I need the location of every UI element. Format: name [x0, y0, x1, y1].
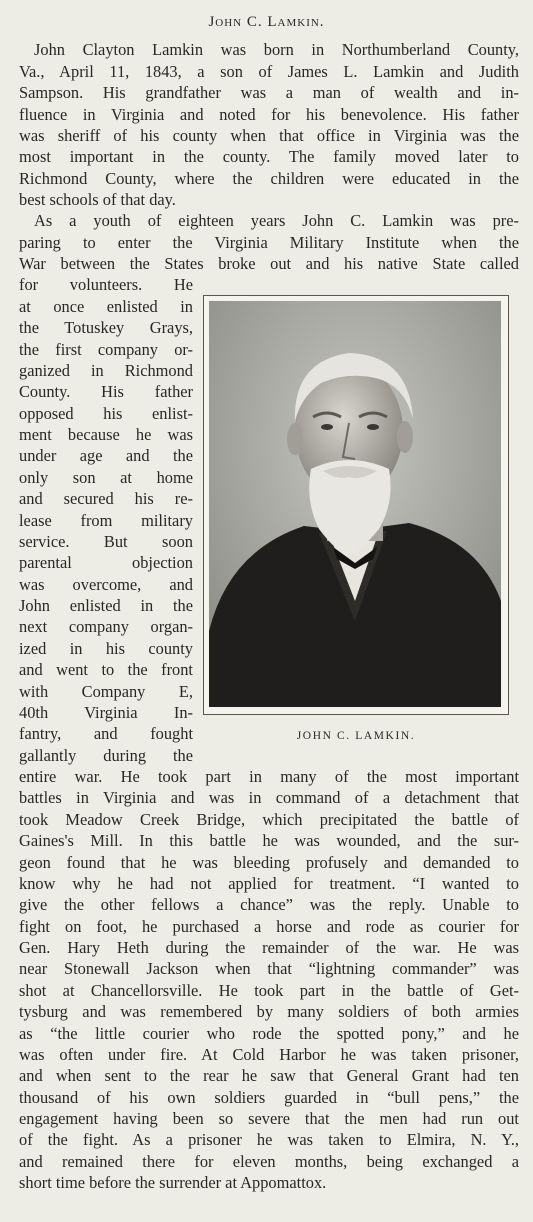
text-line: Gaines's Mill. In this battle he was wounded, and the sur- — [19, 831, 519, 850]
text-line: County. His father — [19, 382, 193, 401]
text-line: at once enlisted in — [19, 297, 193, 316]
text-line: the Totuskey Grays, — [19, 318, 193, 337]
text-line: War between the States broke out and his native State called — [19, 254, 519, 273]
text-line: parental objection — [19, 553, 193, 572]
text-line: of the fight. As a prisoner he was taken to Elmira, N. Y., — [19, 1130, 519, 1149]
text-line: geon found that he was bleeding profusely and demanded to — [19, 853, 519, 872]
text-line: was often under fire. At Cold Harbor he was taken prisoner, — [19, 1045, 519, 1064]
text-line: most important in the county. The family moved later to — [19, 147, 519, 166]
text-line: service. But soon — [19, 532, 193, 551]
text-line: give the other fellows a chance” was the reply. Unable to — [19, 895, 519, 914]
text-line: was sheriff of his county when that office in Virginia was the — [19, 126, 519, 145]
text-line: battles in Virginia and was in command of a detachment that — [19, 788, 519, 807]
text-line: fluence in Virginia and noted for his benevolence. His father — [19, 105, 519, 124]
portrait-illustration — [209, 301, 501, 707]
page-title: John C. Lamkin. — [208, 14, 325, 30]
text-line: and went to the front — [19, 660, 193, 679]
text-line: gallantly during the — [19, 746, 193, 765]
text-line: for volunteers. He — [19, 275, 193, 294]
text-line: Va., April 11, 1843, a son of James L. Lamkin and Judith — [19, 62, 519, 81]
text-line: ganized in Richmond — [19, 361, 193, 380]
text-line: shot at Chancellorsville. He took part in the battle of Get- — [19, 981, 519, 1000]
text-line: only son at home — [19, 468, 193, 487]
text-line: took Meadow Creek Bridge, which precipitated the battle of — [19, 810, 519, 829]
text-line: As a youth of eighteen years John C. Lamkin was pre- — [34, 211, 519, 230]
text-line: John enlisted in the — [19, 596, 193, 615]
text-line: near Stonewall Jackson when that “lightning commander” was — [19, 959, 519, 978]
text-line: paring to enter the Virginia Military Institute when the — [19, 233, 519, 252]
text-line: best schools of that day. — [19, 190, 176, 209]
text-line: under age and the — [19, 446, 193, 465]
text-line: engagement having been so severe that the men had run out — [19, 1109, 519, 1128]
text-line: short time before the surrender at Appomattox. — [19, 1173, 327, 1192]
text-line: know why he had not applied for treatment. “I wanted to — [19, 874, 519, 893]
text-line: thousand of his own soldiers guarded in “bull pens,” the — [19, 1088, 519, 1107]
text-line: fight on foot, he purchased a horse and rode as courier for — [19, 917, 519, 936]
text-line: fantry, and fought — [19, 724, 193, 743]
text-line: and secured his re- — [19, 489, 193, 508]
text-line: was overcome, and — [19, 575, 193, 594]
text-line: Gen. Hary Heth during the remainder of the war. He was — [19, 938, 519, 957]
text-line: as “the little courier who rode the spotted pony,” and he — [19, 1024, 519, 1043]
text-line: ment because he was — [19, 425, 193, 444]
text-line: opposed his enlist- — [19, 404, 193, 423]
text-line: the first company or- — [19, 340, 193, 359]
text-line: and remained there for eleven months, being exchanged a — [19, 1152, 519, 1171]
text-line: entire war. He took part in many of the most important — [19, 767, 519, 786]
text-line: ized in his county — [19, 639, 193, 658]
portrait-caption: JOHN C. LAMKIN. — [296, 730, 416, 742]
portrait-photo — [209, 301, 501, 707]
text-line: tysburg and was remembered by many soldiers of both armies — [19, 1002, 519, 1021]
portrait-figure — [203, 295, 509, 715]
text-line: and when sent to the rear he saw that General Grant had ten — [19, 1066, 519, 1085]
text-line: Sampson. His grandfather was a man of wealth and in- — [19, 83, 519, 102]
text-line: with Company E, — [19, 682, 193, 701]
text-line: John Clayton Lamkin was born in Northumberland County, — [34, 40, 519, 59]
text-line: lease from military — [19, 511, 193, 530]
text-line: next company organ- — [19, 617, 193, 636]
text-line: Richmond County, where the children were educated in the — [19, 169, 519, 188]
text-line: 40th Virginia In- — [19, 703, 193, 722]
